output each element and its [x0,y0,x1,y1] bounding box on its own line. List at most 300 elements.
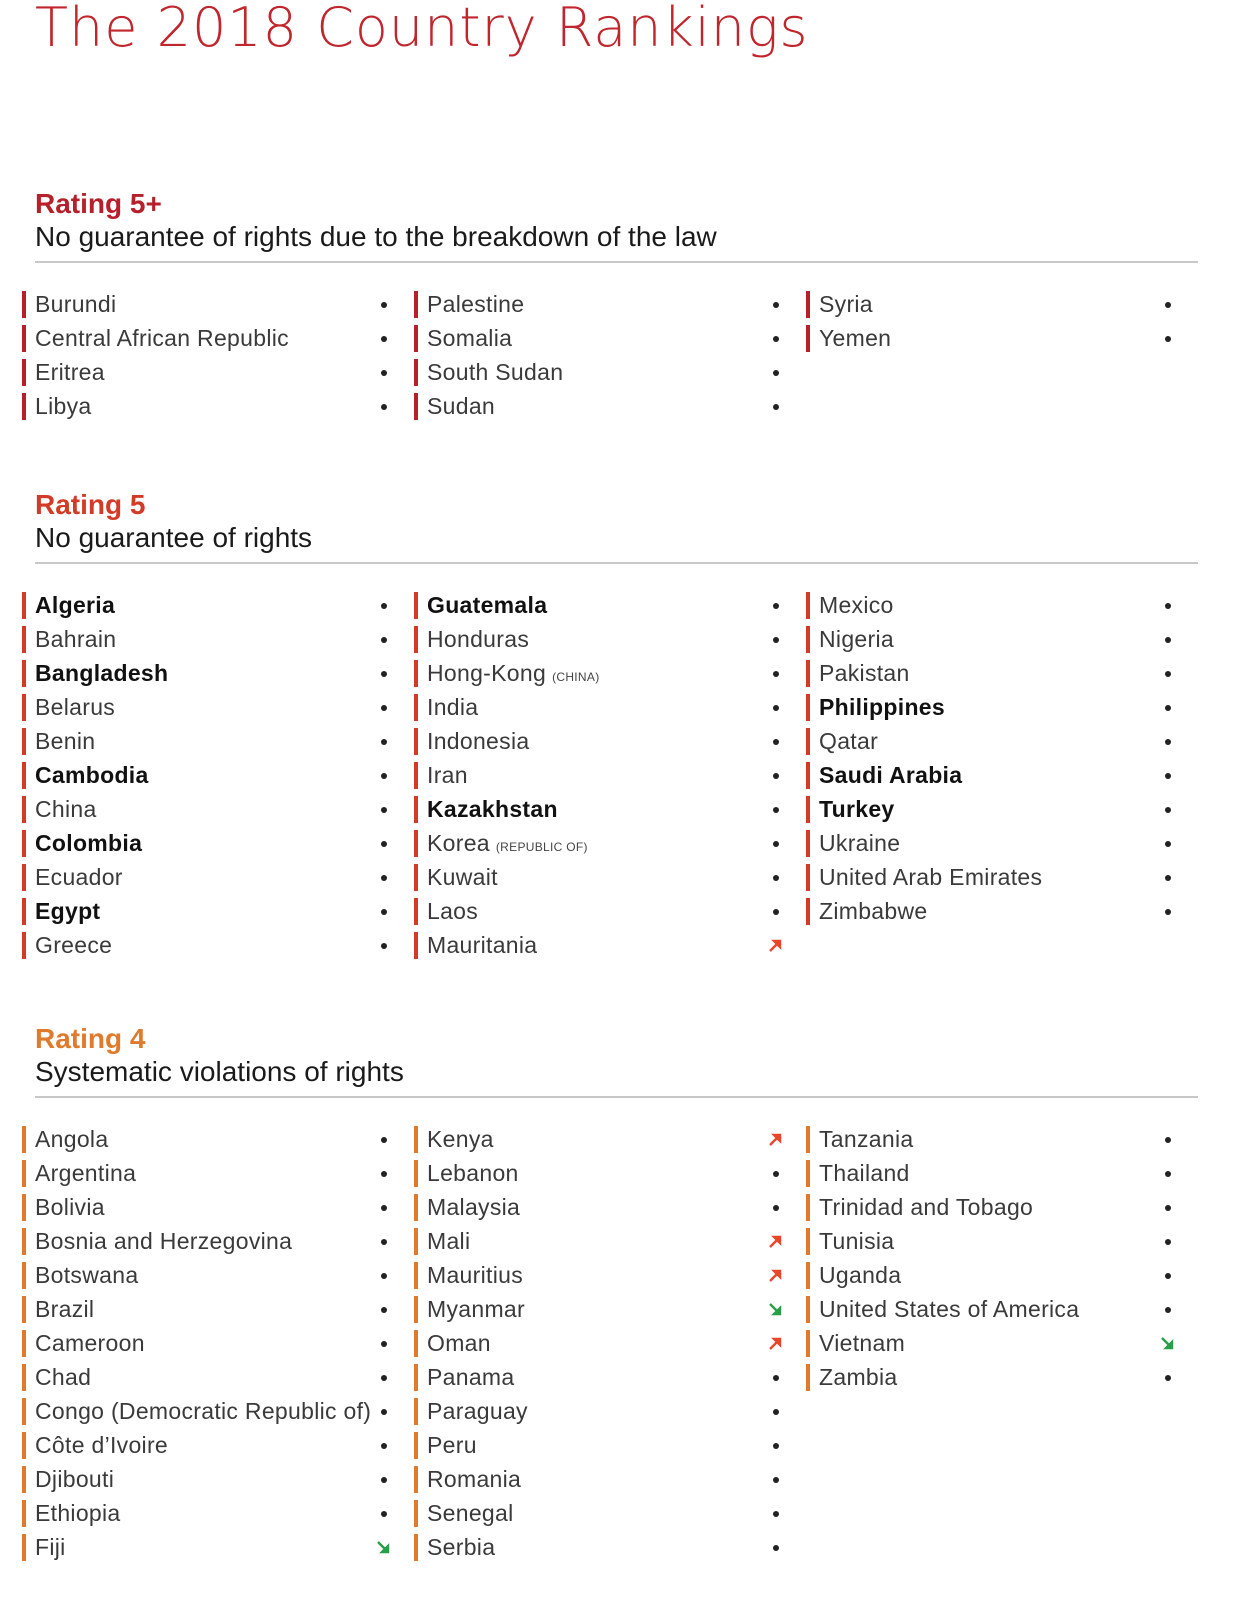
country-name [819,896,928,926]
country-name [819,828,900,858]
country-row [22,827,392,861]
country-name [427,658,600,692]
rating-color-bar [414,1432,418,1459]
country-name [819,862,1042,892]
country-row [414,1395,784,1429]
country-name [35,1498,121,1528]
unchanged-dot-icon [1160,289,1176,319]
country-column [22,288,392,424]
country-name [427,1226,470,1256]
unchanged-dot-icon [768,1362,784,1392]
unchanged-dot-icon [768,726,784,756]
trend-down-arrow-icon [768,1294,784,1324]
rating-color-bar [414,830,418,857]
unchanged-dot-icon [768,1396,784,1426]
rating-color-bar [414,1330,418,1357]
country-name [35,1260,138,1290]
country-row [414,288,784,322]
rating-color-bar [22,1126,26,1153]
rating-color-bar [22,1432,26,1459]
country-row [22,1123,392,1157]
dot-shape [773,1477,779,1483]
country-label: Tunisia [819,1228,895,1254]
rating-color-bar [806,626,810,653]
rating-color-bar [806,1160,810,1187]
country-label: Paraguay [427,1398,528,1424]
country-label: Peru [427,1432,477,1458]
country-label: China [35,796,97,822]
dot-shape [381,909,387,915]
dot-shape [773,637,779,643]
dot-shape [773,1545,779,1551]
country-row [414,1191,784,1225]
dot-shape [381,807,387,813]
rating-heading: Rating 5 [35,489,146,520]
country-name [35,1362,91,1392]
country-label: Zambia [819,1364,898,1390]
country-column [806,288,1176,356]
country-name [819,692,945,722]
country-label: Angola [35,1126,109,1152]
rating-color-bar [22,1296,26,1323]
section-divider [35,1096,1198,1098]
dot-shape [1165,705,1171,711]
unchanged-dot-icon [1160,726,1176,756]
dot-shape [1165,1375,1171,1381]
country-name [35,862,123,892]
country-name [427,896,478,926]
rating-color-bar [806,762,810,789]
country-column [806,589,1176,929]
country-label: Zimbabwe [819,898,928,924]
country-name [819,1294,1079,1324]
country-column [806,1123,1176,1395]
rating-color-bar [414,291,418,318]
country-label: Mali [427,1228,471,1254]
country-name [35,1124,108,1154]
country-note: (REPUBLIC OF) [495,840,588,854]
rating-color-bar [414,728,418,755]
country-name [35,828,142,858]
unchanged-dot-icon [1160,1192,1176,1222]
country-row [806,895,1176,929]
country-name [35,590,115,620]
unchanged-dot-icon [1160,794,1176,824]
country-label: Burundi [35,291,117,317]
country-label: Bahrain [35,626,117,652]
dot-shape [381,875,387,881]
dot-shape [773,909,779,915]
dot-shape [773,404,779,410]
country-name [819,794,895,824]
country-row [22,691,392,725]
rating-color-bar [806,864,810,891]
rating-color-bar [806,1126,810,1153]
country-row [22,657,392,691]
country-label: United Arab Emirates [819,864,1043,890]
trend-up-arrow-icon [768,1260,784,1290]
unchanged-dot-icon [376,658,392,688]
country-label: Laos [427,898,479,924]
dot-shape [1165,637,1171,643]
rating-color-bar [414,1194,418,1221]
country-name [427,862,498,892]
country-row [22,1497,392,1531]
unchanged-dot-icon [376,323,392,353]
country-row [414,390,784,424]
country-row [22,793,392,827]
rating-color-bar [806,660,810,687]
country-name [427,1192,520,1222]
country-row [806,1157,1176,1191]
dot-shape [773,1443,779,1449]
country-name [35,1532,66,1562]
dot-shape [1165,1205,1171,1211]
country-label: Honduras [427,626,530,652]
rating-description: Systematic violations of rights [35,1056,404,1087]
country-label: Argentina [35,1160,137,1186]
rating-color-bar [806,1262,810,1289]
rating-color-bar [414,626,418,653]
country-label: Chad [35,1364,92,1390]
country-row [414,1157,784,1191]
unchanged-dot-icon [376,1430,392,1460]
country-label: Botswana [35,1262,139,1288]
country-label: Kenya [427,1126,494,1152]
dot-shape [773,336,779,342]
country-label: Ecuador [35,864,123,890]
unchanged-dot-icon [376,692,392,722]
country-name [35,692,115,722]
rating-color-bar [414,932,418,959]
unchanged-dot-icon [768,760,784,790]
dot-shape [381,336,387,342]
country-row [22,589,392,623]
dot-shape [381,1205,387,1211]
dot-shape [1165,1307,1171,1313]
country-row [414,691,784,725]
rating-color-bar [414,1466,418,1493]
unchanged-dot-icon [768,1498,784,1528]
rating-color-bar [414,359,418,386]
country-label: Algeria [35,592,116,618]
rating-color-bar [414,762,418,789]
unchanged-dot-icon [768,1430,784,1460]
rating-color-bar [414,1126,418,1153]
dot-shape [1165,603,1171,609]
unchanged-dot-icon [376,1260,392,1290]
country-name [35,896,100,926]
dot-shape [381,671,387,677]
country-row [22,1191,392,1225]
country-row [22,1157,392,1191]
country-row [22,1225,392,1259]
country-row [414,1361,784,1395]
country-row [414,827,784,861]
country-label: Belarus [35,694,116,720]
country-row [414,1259,784,1293]
unchanged-dot-icon [376,357,392,387]
country-column [22,1123,392,1565]
country-label: Oman [427,1330,491,1356]
country-label: Fiji [35,1534,66,1560]
unchanged-dot-icon [376,1192,392,1222]
dot-shape [381,1171,387,1177]
country-label: Vietnam [819,1330,906,1356]
unchanged-dot-icon [768,1464,784,1494]
country-label: Pakistan [819,660,910,686]
rating-heading: Rating 4 [35,1023,146,1054]
country-row [22,1429,392,1463]
unchanged-dot-icon [1160,896,1176,926]
country-name [35,658,168,688]
country-label: Ukraine [819,830,901,856]
dot-shape [773,370,779,376]
country-label: Myanmar [427,1296,525,1322]
country-label: Lebanon [427,1160,519,1186]
country-label: Egypt [35,898,101,924]
country-name [35,391,91,421]
arrow-shape [769,1133,782,1146]
trend-up-arrow-icon [768,1328,784,1358]
dot-shape [381,705,387,711]
dot-shape [381,1341,387,1347]
country-row [806,827,1176,861]
country-label: Djibouti [35,1466,115,1492]
country-name [35,1226,292,1256]
unchanged-dot-icon [768,624,784,654]
country-row [22,1327,392,1361]
rating-color-bar [806,325,810,352]
country-name [819,1260,901,1290]
country-name [35,794,97,824]
country-label: Cambodia [35,762,149,788]
dot-shape [1165,909,1171,915]
rating-color-bar [806,1194,810,1221]
unchanged-dot-icon [376,896,392,926]
unchanged-dot-icon [1160,590,1176,620]
country-row [806,623,1176,657]
rating-color-bar [414,1228,418,1255]
trend-down-arrow-icon [1160,1328,1176,1358]
country-label: Malaysia [427,1194,521,1220]
unchanged-dot-icon [376,930,392,960]
country-row [806,1327,1176,1361]
country-column [22,589,392,963]
country-name [427,1430,477,1460]
arrow-shape [1161,1337,1174,1350]
country-row [806,1361,1176,1395]
unchanged-dot-icon [1160,624,1176,654]
dot-shape [1165,1239,1171,1245]
arrow-shape [769,1303,782,1316]
dot-shape [1165,841,1171,847]
unchanged-dot-icon [768,357,784,387]
rating-color-bar [414,592,418,619]
country-name [35,357,105,387]
country-row [414,725,784,759]
country-row [806,725,1176,759]
unchanged-dot-icon [768,323,784,353]
unchanged-dot-icon [1160,862,1176,892]
unchanged-dot-icon [1160,323,1176,353]
dot-shape [1165,1171,1171,1177]
country-name [819,1328,905,1358]
country-label: Saudi Arabia [819,762,963,788]
dot-shape [381,943,387,949]
unchanged-dot-icon [1160,760,1176,790]
rating-color-bar [22,1194,26,1221]
country-row [806,1123,1176,1157]
dot-shape [1165,1273,1171,1279]
country-row [414,1123,784,1157]
unchanged-dot-icon [768,862,784,892]
country-row [22,1259,392,1293]
rating-color-bar [22,660,26,687]
country-name [427,726,529,756]
rating-color-bar [22,1330,26,1357]
country-row [22,895,392,929]
country-name [427,1260,523,1290]
country-name [819,760,962,790]
unchanged-dot-icon [376,862,392,892]
rating-color-bar [22,762,26,789]
unchanged-dot-icon [376,1226,392,1256]
dot-shape [381,1273,387,1279]
country-label: Bosnia and Herzegovina [35,1228,293,1254]
country-name [35,1192,105,1222]
country-row [414,1463,784,1497]
rating-color-bar [414,1296,418,1323]
rating-color-bar [806,1228,810,1255]
country-column [414,1123,784,1565]
rating-color-bar [22,1534,26,1561]
country-name [35,1396,371,1426]
country-name [427,590,547,620]
rating-color-bar [22,1160,26,1187]
country-name [819,1192,1033,1222]
rating-color-bar [414,1398,418,1425]
country-label: Sudan [427,393,496,419]
unchanged-dot-icon [768,1158,784,1188]
rating-color-bar [22,1364,26,1391]
unchanged-dot-icon [1160,1158,1176,1188]
rating-color-bar [22,592,26,619]
dot-shape [1165,875,1171,881]
country-label: Benin [35,728,96,754]
rating-color-bar [806,728,810,755]
dot-shape [773,875,779,881]
unchanged-dot-icon [1160,1362,1176,1392]
unchanged-dot-icon [376,289,392,319]
rating-heading: Rating 5+ [35,188,162,219]
unchanged-dot-icon [376,590,392,620]
country-label: India [427,694,479,720]
country-row [414,1429,784,1463]
rating-color-bar [414,1364,418,1391]
country-label: Bangladesh [35,660,169,686]
rating-color-bar [22,694,26,721]
country-label: Greece [35,932,113,958]
section-divider [35,261,1198,263]
country-column [414,589,784,963]
country-name [35,1158,136,1188]
rating-color-bar [22,1262,26,1289]
country-row [806,1191,1176,1225]
country-row [414,793,784,827]
rating-color-bar [806,1364,810,1391]
country-row [414,623,784,657]
country-row [414,589,784,623]
country-row [414,1327,784,1361]
unchanged-dot-icon [376,794,392,824]
country-name [427,624,529,654]
country-name [427,1396,528,1426]
rating-color-bar [806,796,810,823]
country-label: Libya [35,393,92,419]
unchanged-dot-icon [1160,828,1176,858]
rating-color-bar [806,694,810,721]
country-row [806,288,1176,322]
country-label: Yemen [819,325,892,351]
dot-shape [381,1239,387,1245]
country-row [22,759,392,793]
country-label: Cameroon [35,1330,145,1356]
dot-shape [381,1511,387,1517]
dot-shape [773,1409,779,1415]
country-name [427,1464,521,1494]
unchanged-dot-icon [1160,1124,1176,1154]
country-row [414,861,784,895]
country-name [35,289,116,319]
rating-color-bar [22,796,26,823]
dot-shape [773,671,779,677]
country-name [427,1362,514,1392]
unchanged-dot-icon [376,1396,392,1426]
country-label: United States of America [819,1296,1080,1322]
dot-shape [773,603,779,609]
country-name [427,1498,514,1528]
country-row [22,1463,392,1497]
dot-shape [773,1511,779,1517]
country-label: Guatemala [427,592,548,618]
country-label: Indonesia [427,728,530,754]
country-name [427,323,512,353]
country-label: Mauritania [427,932,538,958]
dot-shape [1165,739,1171,745]
unchanged-dot-icon [1160,692,1176,722]
trend-up-arrow-icon [768,930,784,960]
country-label: Palestine [427,291,525,317]
country-row [806,1225,1176,1259]
country-row [806,322,1176,356]
unchanged-dot-icon [1160,658,1176,688]
rating-color-bar [22,291,26,318]
country-name [35,1294,94,1324]
dot-shape [773,705,779,711]
dot-shape [1165,773,1171,779]
country-name [35,323,289,353]
country-label: Serbia [427,1534,496,1560]
country-label: Côte d’Ivoire [35,1432,169,1458]
dot-shape [381,841,387,847]
country-row [22,356,392,390]
country-row [22,929,392,963]
dot-shape [773,1171,779,1177]
country-label: Romania [427,1466,522,1492]
rating-color-bar [414,1160,418,1187]
country-label: Congo (Democratic Republic of) [35,1398,372,1424]
